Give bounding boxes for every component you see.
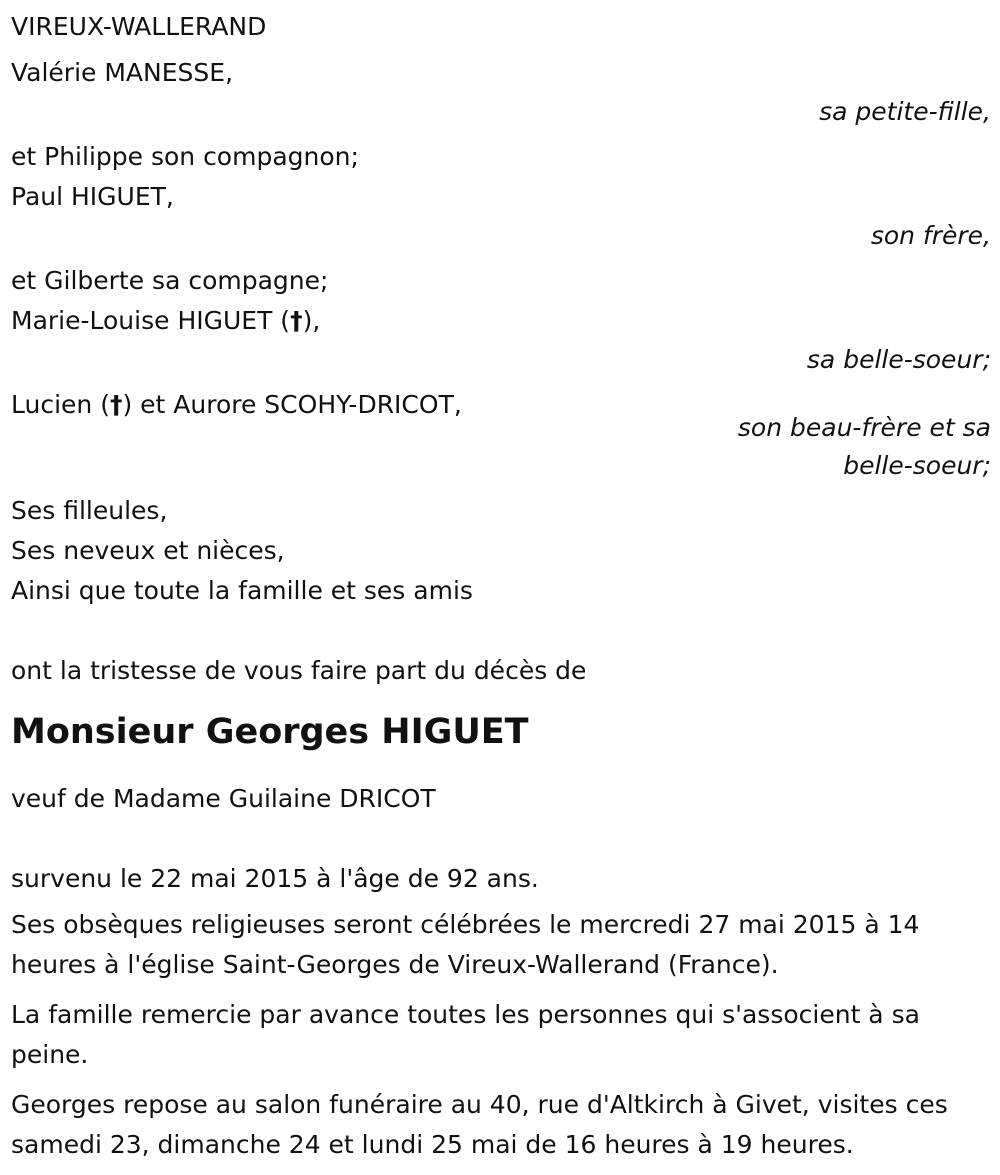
relation-belle-soeur-2: belle-soeur;: [843, 451, 991, 480]
lucien-aurore-suffix: ) et Aurore SCOHY-DRICOT,: [122, 390, 462, 419]
marie-louise-suffix: ),: [302, 306, 321, 335]
relation-petite-fille: sa petite-fille,: [819, 97, 991, 126]
cross-icon: †: [290, 306, 303, 335]
others-filleules: Ses filleules,: [11, 496, 168, 525]
relation-frere: son frère,: [870, 221, 991, 250]
relation-belle-soeur: sa belle-soeur;: [806, 345, 991, 374]
location-heading: VIREUX-WALLERAND: [11, 12, 267, 41]
family-member-valerie: Valérie MANESSE,: [11, 58, 234, 87]
others-famille: Ainsi que toute la famille et ses amis: [11, 576, 473, 605]
marie-louise-name: Marie-Louise HIGUET (: [11, 306, 291, 335]
thanks-paragraph: La famille remercie par avance toutes les personnes qui s'associent à sa peine.: [11, 1000, 920, 1069]
announcement-text: ont la tristesse de vous faire part du décès de: [11, 656, 587, 685]
widower-text: veuf de Madame Guilaine DRICOT: [11, 784, 436, 813]
family-member-marie-louise: [11, 301, 991, 341]
family-member-philippe: et Philippe son compagnon;: [11, 142, 359, 171]
death-date-text: survenu le 22 mai 2015 à l'âge de 92 ans.: [11, 864, 539, 893]
lucien-name: Lucien (: [11, 390, 110, 419]
visitation-paragraph: Georges repose au salon funéraire au 40, rue d'Altkirch à Givet, visites ces samedi 23, dimanche 24 et lundi 25 mai de 16 heures à 19 heures.: [11, 1090, 948, 1159]
funeral-paragraph: Ses obsèques religieuses seront célébrées le mercredi 27 mai 2015 à 14 heures à l'église Saint-Georges de Vireux-Wallerand (France).: [11, 910, 920, 979]
family-member-paul: Paul HIGUET,: [11, 182, 174, 211]
deceased-name: Monsieur Georges HIGUET: [11, 712, 529, 752]
others-neveux: Ses neveux et nièces,: [11, 536, 285, 565]
cross-icon: †: [109, 390, 123, 419]
obituary-notice: [11, 7, 991, 1175]
family-member-gilberte: et Gilberte sa compagne;: [11, 266, 329, 295]
relation-beau-frere: son beau-frère et sa: [737, 413, 991, 442]
